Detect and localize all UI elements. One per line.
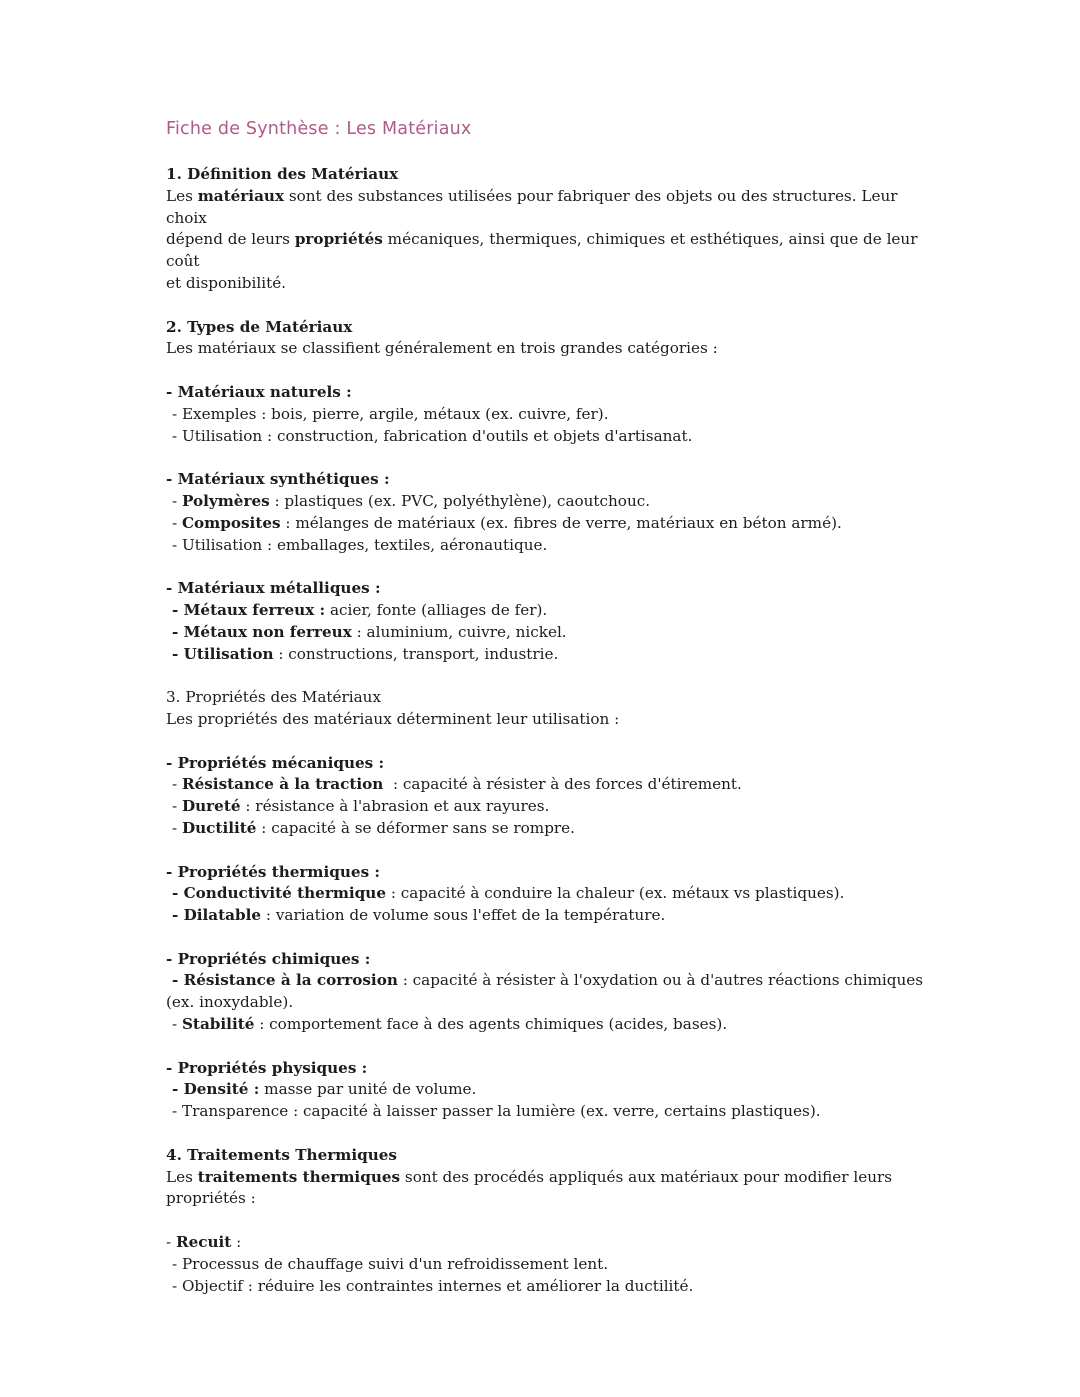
section-4-heading: 4. Traitements Thermiques bbox=[166, 1145, 397, 1164]
section-1-heading: 1. Définition des Matériaux bbox=[166, 165, 399, 183]
section-2-heading: 2. Types de Matériaux bbox=[166, 317, 353, 336]
dilatable: - Dilatable : variation de volume sous l'effet de la température. bbox=[172, 906, 666, 925]
synthetic-usage: - Utilisation : emballages, textiles, aéronautique. bbox=[172, 535, 548, 554]
ductility: - Ductilité : capacité à se déformer sans se rompre. bbox=[172, 818, 575, 837]
natural-materials-title: - Matériaux naturels : bbox=[166, 382, 352, 401]
section-1-paragraph-line-2: dépend de leurs propriétés mécaniques, thermiques, chimiques et esthétiques, ainsi que de leur coût bbox=[166, 230, 923, 271]
section-4-paragraph-line-1: Les traitements thermiques sont des procédés appliqués aux matériaux pour modifier leurs bbox=[166, 1167, 893, 1186]
document-title: Fiche de Synthèse : Les Matériaux bbox=[166, 119, 472, 139]
corrosion-resistance: - Résistance à la corrosion : capacité à résister à l'oxydation ou à d'autres réactions chimiques bbox=[172, 971, 924, 990]
synthetic-composites: - Composites : mélanges de matériaux (ex. fibres de verre, matériaux en béton armé). bbox=[172, 513, 842, 532]
annealing-process: - Processus de chauffage suivi d'un refroidissement lent. bbox=[172, 1254, 609, 1273]
annealing-objective: - Objectif : réduire les contraintes internes et améliorer la ductilité. bbox=[172, 1276, 694, 1295]
synthetic-materials-title: - Matériaux synthétiques : bbox=[166, 470, 390, 489]
corrosion-resistance-continued: (ex. inoxydable). bbox=[166, 993, 294, 1012]
annealing-title: - Recuit : bbox=[166, 1233, 242, 1252]
ferrous-metals: - Métaux ferreux : acier, fonte (alliages de fer). bbox=[172, 600, 548, 619]
section-1-paragraph-line-1: Les matériaux sont des substances utilisées pour fabriquer des objets ou des structures. Leur choix bbox=[166, 186, 903, 227]
stability: - Stabilité : comportement face à des agents chimiques (acides, bases). bbox=[172, 1015, 728, 1034]
synthetic-polymers: - Polymères : plastiques (ex. PVC, polyéthylène), caoutchouc. bbox=[172, 491, 651, 510]
section-1-paragraph-line-3: et disponibilité. bbox=[166, 273, 287, 292]
tensile-strength: - Résistance à la traction : capacité à résister à des forces d'étirement. bbox=[172, 775, 742, 794]
non-ferrous-metals: - Métaux non ferreux : aluminium, cuivre, nickel. bbox=[172, 622, 567, 641]
transparency: - Transparence : capacité à laisser passer la lumière (ex. verre, certains plastiques). bbox=[172, 1102, 821, 1121]
natural-materials-examples: - Exemples : bois, pierre, argile, métaux (ex. cuivre, fer). bbox=[172, 404, 609, 423]
physical-properties-title: - Propriétés physiques : bbox=[166, 1058, 368, 1077]
natural-materials-usage: - Utilisation : construction, fabrication d'outils et objets d'artisanat. bbox=[172, 426, 693, 445]
mechanical-properties-title: - Propriétés mécaniques : bbox=[166, 753, 385, 772]
metallic-materials-title: - Matériaux métalliques : bbox=[166, 579, 381, 598]
metallic-usage: - Utilisation : constructions, transport, industrie. bbox=[172, 644, 559, 663]
thermal-properties-title: - Propriétés thermiques : bbox=[166, 862, 381, 881]
chemical-properties-title: - Propriétés chimiques : bbox=[166, 949, 371, 968]
thermal-conductivity: - Conductivité thermique : capacité à conduire la chaleur (ex. métaux vs plastiques). bbox=[172, 884, 845, 903]
section-4-paragraph-line-2: propriétés : bbox=[166, 1189, 256, 1208]
section-2-intro: Les matériaux se classifient généralement en trois grandes catégories : bbox=[166, 339, 718, 358]
hardness: - Dureté : résistance à l'abrasion et aux rayures. bbox=[172, 797, 550, 816]
document-page bbox=[166, 116, 926, 1297]
section-3-heading: 3. Propriétés des Matériaux bbox=[166, 688, 382, 707]
density: - Densité : masse par unité de volume. bbox=[172, 1080, 477, 1099]
section-3-intro: Les propriétés des matériaux déterminent leur utilisation : bbox=[166, 709, 620, 728]
